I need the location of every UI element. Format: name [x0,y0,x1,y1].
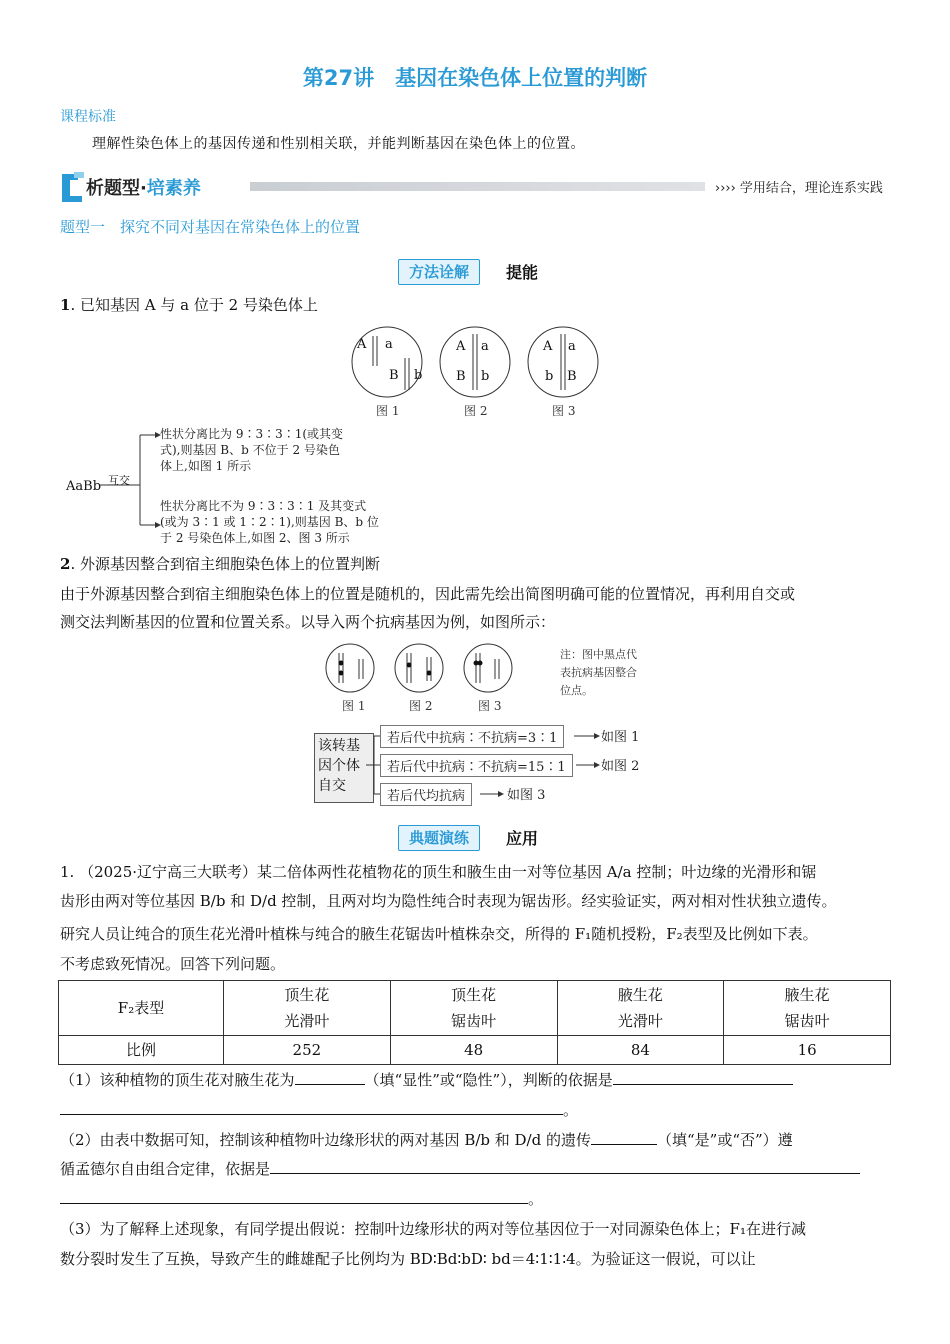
q2-blank-1[interactable] [591,1126,657,1145]
fig2-gene-b: b [481,369,490,384]
q1-line-2: 。 [60,1096,578,1124]
section-band [60,170,890,202]
band-slogan: ›››› 学用结合，理论连系实践 [715,181,883,196]
q1-line: （1）该种植物的顶生花对腋生花为 （填“显性”或“隐性”），判断的依据是 [60,1066,793,1094]
int-figure-3 [464,644,512,692]
q3-line-2: 数分裂时发生了互换，导致产生的雌雄配子比例均为 BD∶Bd∶bD∶ bd＝4∶1∶1∶4。为验证这一假说，可以让 [60,1250,756,1268]
table-row [59,1036,891,1065]
table-cell: 252 [224,1036,391,1065]
fig1-caption: 图 1 [376,404,400,418]
outcome-1: 若后代中抗病∶不抗病=3∶1 [380,725,564,748]
q1-blank-3[interactable] [60,1096,563,1115]
int-fig1-caption: 图 1 [342,699,366,713]
table-header-cell: 腋生花 光滑叶 [557,981,724,1036]
page-title: 第27讲 基因在染色体上位置的判断 [302,66,648,90]
integration-note: 注：图中黑点代 表抗病基因整合 位点。 [560,648,637,697]
q2-line-3: 。 [60,1185,543,1213]
q1-blank-1[interactable] [295,1066,365,1085]
q2-blank-3[interactable] [60,1185,528,1204]
question-line-3: 研究人员让纯合的顶生花光滑叶植株与纯合的腋生花锯齿叶植株杂交，所得的 F₁随机授粉，F₂表型及比例如下表。 [60,925,818,943]
question-line-2: 齿形由两对等位基因 B/b 和 D/d 控制，且两对均为隐性纯合时表现为锯齿形。经实验证实，两对相对性状独立遗传。 [60,892,837,910]
table-header-cell: 顶生花 光滑叶 [224,981,391,1036]
table-header-cell: 顶生花 锯齿叶 [390,981,557,1036]
figure-3 [528,327,598,397]
item2-para-line1: 由于外源基因整合到宿主细胞染色体上的位置是随机的，因此需先绘出简图明确可能的位置情况，再利用自交或 [60,585,796,603]
section1-heading: 题型一 探究不同对基因在常染色体上的位置 [60,218,361,236]
q3-line-1: （3）为了解释上述现象，有同学提出假说：控制叶边缘形状的两对等位基因位于一对同源染色体上；F₁在进行减 [60,1220,806,1238]
figure-2 [440,327,510,397]
course-standard-text: 理解性染色体上的基因传递和性别相关联，并能判断基因在染色体上的位置。 [92,136,585,152]
course-standard-heading: 课程标准 [60,109,116,125]
int-fig3-caption: 图 3 [478,699,502,713]
practice-pill-label: 典题演练 [398,825,480,851]
fig3-gene-b: b [545,369,554,384]
table-cell: 84 [557,1036,724,1065]
genotype-label: AaBb [66,479,102,494]
fig2-gene-B: B [456,369,466,384]
fig2-gene-a: a [481,339,489,354]
table-header-label: F₂表型 [59,981,224,1036]
question-line-4: 不考虑致死情况。回答下列问题。 [60,955,286,973]
item2-para-line2: 测交法判断基因的位置和位置关系。以导入两个抗病基因为例，如图所示： [60,613,556,631]
fig3-gene-A: A [543,339,553,354]
table-row-label: 比例 [59,1036,224,1065]
fig2-gene-A: A [456,339,466,354]
outcome-3: 若后代均抗病 [380,783,472,806]
int-fig2-caption: 图 2 [409,699,433,713]
q1-blank-2[interactable] [613,1066,793,1085]
table-row [59,981,891,1036]
table-cell: 16 [724,1036,891,1065]
fig2-caption: 图 2 [464,404,488,418]
q2-blank-2[interactable] [270,1155,860,1174]
self-cross-box: 该转基 因个体 自交 [314,733,374,803]
fig3-gene-a: a [568,339,576,354]
outcome-3-result: 如图 3 [507,788,546,803]
item2-heading: 2. 外源基因整合到宿主细胞染色体上的位置判断 [60,555,380,573]
practice-pill-after: 应用 [506,829,539,848]
item1-heading: 1. 已知基因 A 与 a 位于 2 号染色体上 [60,296,318,314]
band-title: 析题型·培素养 [86,178,201,199]
outcome-2-result: 如图 2 [601,759,640,774]
q2-line: （2）由表中数据可知，控制该种植物叶边缘形状的两对基因 B/b 和 D/d 的遗传 （填“是”或“否”）遵 [60,1126,793,1154]
practice-pill [398,825,558,851]
integration-figures [325,641,545,697]
table-header-cell: 腋生花 锯齿叶 [724,981,891,1036]
band-bar [250,182,705,191]
outcome-2: 若后代中抗病∶不抗病=15∶1 [380,754,573,777]
question-line-1: 1. （2025·辽宁高三大联考）某二倍体两性花植物花的顶生和腋生由一对等位基因 A/a 控制；叶边缘的光滑形和锯 [60,863,817,881]
table-cell: 48 [390,1036,557,1065]
q2-line-2: 循孟德尔自由组合定律，依据是 [60,1155,860,1183]
method-pill-label: 方法诠解 [398,259,480,285]
branch2-text: 性状分离比不为 9∶3∶3∶1 及其变式 (或为 3∶1 或 1∶2∶1),则基因 B、b 位 于 2 号染色体上,如图 2、图 3 所示 [160,499,379,545]
branch1-text: 性状分离比为 9∶3∶3∶1(或其变 式),则基因 B、b 不位于 2 号染色 体上,如图 1 所示 [160,427,344,473]
fig1-gene-a: a [385,337,393,352]
int-figure-2 [395,644,443,692]
cross-label: 互交 [108,474,130,487]
fig1-gene-b: b [414,368,423,383]
outcome-1-result: 如图 1 [601,730,640,745]
fig3-gene-B: B [567,369,577,384]
f2-table [58,980,891,1065]
method-pill-after: 提能 [506,263,539,282]
fig1-gene-B: B [389,368,399,383]
int-figure-1 [326,644,374,692]
fig3-caption: 图 3 [552,404,576,418]
fig1-gene-A: A [357,337,367,352]
method-pill [398,259,558,285]
